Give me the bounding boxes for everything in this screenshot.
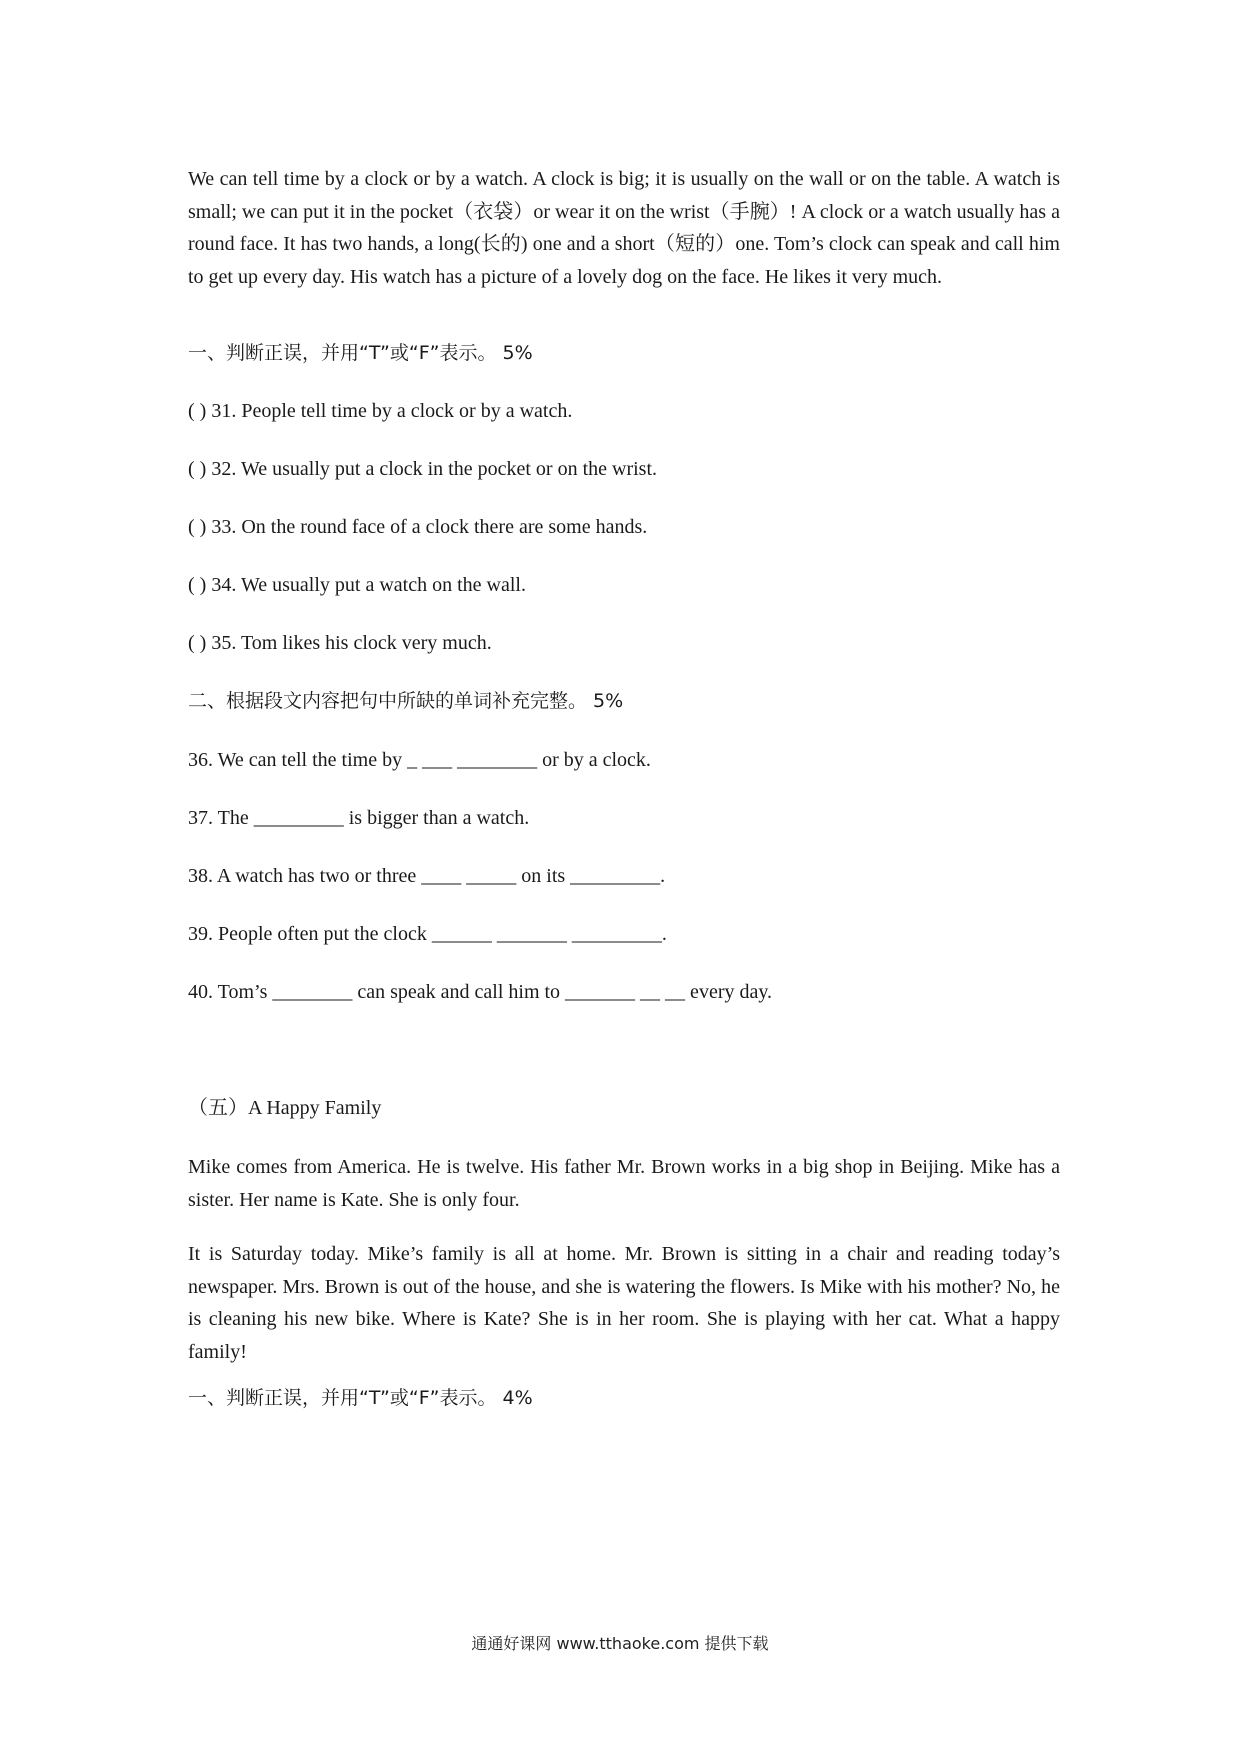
passage-happy-family-paragraph-1: Mike comes from America. He is twelve. His father Mr. Brown works in a big shop in Beijing. Mike has a sister. Her name is Kate. She is only four. (188, 1156, 1060, 1211)
document-page (188, 0, 1060, 1754)
passage-clock-watch: We can tell time by a clock or by a watch. A clock is big; it is usually on the wall or on the table. A watch is small; we can put it in the pocket（衣袋）or wear it on the wrist（手腕）! A clock or a watch usually has a round face. It has two hands, a long(长的) one and a short（短的）one. Tom’s clock can speak and call him to get up every day. His watch has a picture of a lovely dog on the face. He likes it very much. (188, 168, 1060, 288)
section-heading-true-false-2: 一、判断正误，并用“T”或“F”表示。 4% (188, 1387, 533, 1409)
question-36: 36. We can tell the time by _ ___ ________ or by a clock. (188, 749, 651, 771)
section-heading-fill-blanks: 二、根据段文内容把句中所缺的单词补充完整。 5% (188, 690, 624, 712)
section-heading-true-false: 一、判断正误，并用“T”或“F”表示。 5% (188, 342, 533, 364)
question-39: 39. People often put the clock ______ _______ _________. (188, 923, 667, 945)
question-35: ( ) 35. Tom likes his clock very much. (188, 632, 492, 654)
passage-happy-family-paragraph-2: It is Saturday today. Mike’s family is all at home. Mr. Brown is sitting in a chair and reading today’s newspaper. Mrs. Brown is out of the house, and she is watering the flowers. Is Mike with his mother? No, he is cleaning his new bike. Where is Kate? She is in her room. She is playing with her cat. What a happy family! (188, 1243, 1060, 1363)
footer-credit: 通通好课网 www.tthaoke.com 提供下载 (471, 1634, 769, 1653)
question-32: ( ) 32. We usually put a clock in the pocket or on the wrist. (188, 458, 658, 480)
question-33: ( ) 33. On the round face of a clock there are some hands. (188, 516, 648, 538)
question-40: 40. Tom’s ________ can speak and call him to _______ __ __ every day. (188, 981, 773, 1003)
question-38: 38. A watch has two or three ____ _____ on its _________. (188, 865, 666, 887)
question-34: ( ) 34. We usually put a watch on the wall. (188, 574, 526, 596)
question-37: 37. The _________ is bigger than a watch. (188, 807, 530, 829)
question-31: ( ) 31. People tell time by a clock or by a watch. (188, 400, 573, 422)
passage-title-happy-family: （五）A Happy Family (188, 1097, 382, 1119)
